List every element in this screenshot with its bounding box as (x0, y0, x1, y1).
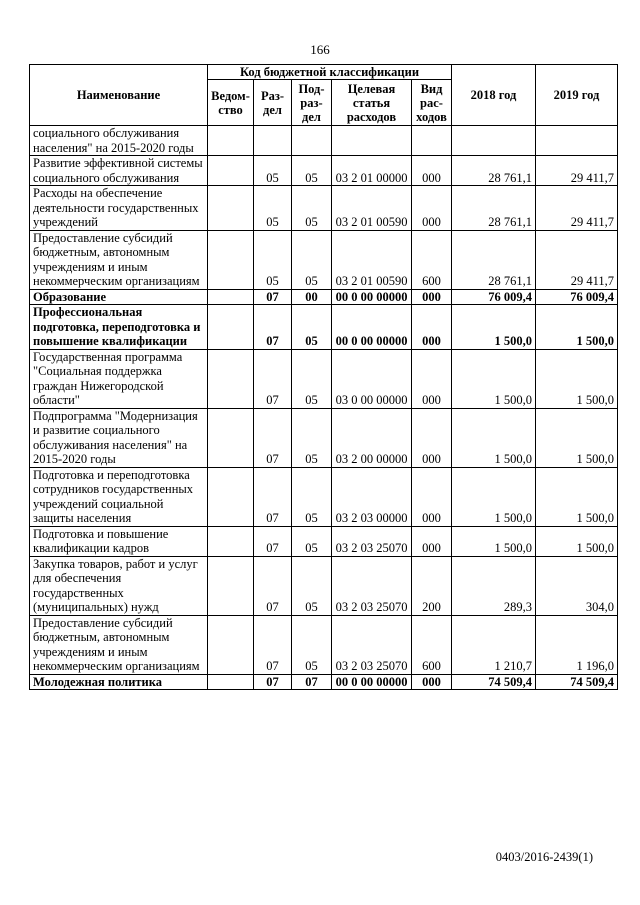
cell-2019: 1 196,0 (536, 615, 618, 674)
cell-vedomstvo (208, 230, 254, 289)
cell-vedomstvo (208, 615, 254, 674)
cell-expense-type: 000 (412, 408, 452, 467)
header-2018: 2018 год (452, 65, 536, 126)
cell-expense-type (412, 126, 452, 156)
cell-razdel: 07 (254, 305, 292, 350)
table-row (30, 526, 618, 556)
header-vedomstvo: Ведом-ство (208, 80, 254, 126)
cell-vedomstvo (208, 126, 254, 156)
cell-name: Закупка товаров, работ и услуг для обеспечения государственных (муниципальных) нужд (30, 556, 208, 615)
cell-expense-type: 000 (412, 289, 452, 305)
cell-target-article: 03 2 03 00000 (332, 467, 412, 526)
cell-vedomstvo (208, 186, 254, 231)
cell-podrazdel: 07 (292, 674, 332, 690)
cell-podrazdel: 05 (292, 349, 332, 408)
cell-2019: 1 500,0 (536, 408, 618, 467)
cell-razdel: 05 (254, 156, 292, 186)
header-expense-type: Вид рас-ходов (412, 80, 452, 126)
cell-vedomstvo (208, 156, 254, 186)
cell-expense-type: 000 (412, 674, 452, 690)
cell-vedomstvo (208, 408, 254, 467)
cell-2019: 29 411,7 (536, 186, 618, 231)
cell-expense-type: 000 (412, 467, 452, 526)
cell-razdel: 07 (254, 467, 292, 526)
header-podrazdel: Под-раз-дел (292, 80, 332, 126)
table-row (30, 467, 618, 526)
table-row (30, 305, 618, 350)
table-row (30, 230, 618, 289)
header-target-article: Целевая статья расходов (332, 80, 412, 126)
cell-podrazdel: 05 (292, 156, 332, 186)
cell-vedomstvo (208, 467, 254, 526)
cell-razdel: 05 (254, 230, 292, 289)
table-row (30, 289, 618, 305)
cell-2019: 1 500,0 (536, 526, 618, 556)
cell-podrazdel: 00 (292, 289, 332, 305)
table-row (30, 556, 618, 615)
cell-expense-type: 000 (412, 186, 452, 231)
table-row (30, 674, 618, 690)
cell-name: Образование (30, 289, 208, 305)
cell-name: Предоставление субсидий бюджетным, автономным учреждениям и иным некоммерческим организациям (30, 230, 208, 289)
cell-2019: 1 500,0 (536, 349, 618, 408)
cell-2018: 1 500,0 (452, 467, 536, 526)
budget-table (29, 64, 618, 690)
cell-expense-type: 000 (412, 349, 452, 408)
cell-expense-type: 200 (412, 556, 452, 615)
cell-2019: 304,0 (536, 556, 618, 615)
cell-name: Молодежная политика (30, 674, 208, 690)
table-row (30, 408, 618, 467)
cell-razdel: 07 (254, 349, 292, 408)
cell-target-article: 03 2 03 25070 (332, 526, 412, 556)
cell-2019: 29 411,7 (536, 230, 618, 289)
cell-2019 (536, 126, 618, 156)
cell-target-article (332, 126, 412, 156)
cell-razdel: 07 (254, 615, 292, 674)
cell-2019: 29 411,7 (536, 156, 618, 186)
cell-podrazdel (292, 126, 332, 156)
cell-name: Развитие эффективной системы социального обслуживания (30, 156, 208, 186)
table-row (30, 186, 618, 231)
cell-razdel: 07 (254, 526, 292, 556)
cell-name: Расходы на обеспечение деятельности государственных учреждений (30, 186, 208, 231)
cell-2018: 289,3 (452, 556, 536, 615)
cell-2018: 28 761,1 (452, 230, 536, 289)
cell-podrazdel: 05 (292, 230, 332, 289)
cell-name: Подпрограмма "Модернизация и развитие социального обслуживания населения" на 2015-2020 годы (30, 408, 208, 467)
header-2019: 2019 год (536, 65, 618, 126)
cell-2019: 76 009,4 (536, 289, 618, 305)
cell-2018: 28 761,1 (452, 156, 536, 186)
cell-target-article: 00 0 00 00000 (332, 289, 412, 305)
cell-target-article: 03 2 03 25070 (332, 615, 412, 674)
cell-vedomstvo (208, 289, 254, 305)
cell-podrazdel: 05 (292, 408, 332, 467)
cell-expense-type: 600 (412, 230, 452, 289)
cell-razdel: 07 (254, 556, 292, 615)
cell-target-article: 03 2 00 00000 (332, 408, 412, 467)
cell-target-article: 03 2 03 25070 (332, 556, 412, 615)
cell-expense-type: 600 (412, 615, 452, 674)
cell-razdel: 05 (254, 186, 292, 231)
cell-podrazdel: 05 (292, 467, 332, 526)
cell-2018: 1 210,7 (452, 615, 536, 674)
cell-podrazdel: 05 (292, 186, 332, 231)
cell-2018: 28 761,1 (452, 186, 536, 231)
cell-name: Подготовка и переподготовка сотрудников государственных учреждений социальной защиты населения (30, 467, 208, 526)
cell-target-article: 03 0 00 00000 (332, 349, 412, 408)
cell-2018 (452, 126, 536, 156)
cell-2019: 1 500,0 (536, 467, 618, 526)
cell-vedomstvo (208, 674, 254, 690)
cell-podrazdel: 05 (292, 305, 332, 350)
cell-name: Подготовка и повышение квалификации кадров (30, 526, 208, 556)
cell-2018: 1 500,0 (452, 526, 536, 556)
header-name: Наименование (30, 65, 208, 126)
cell-2018: 74 509,4 (452, 674, 536, 690)
cell-podrazdel: 05 (292, 615, 332, 674)
header-razdel: Раз-дел (254, 80, 292, 126)
cell-target-article: 03 2 01 00590 (332, 186, 412, 231)
cell-podrazdel: 05 (292, 556, 332, 615)
cell-expense-type: 000 (412, 156, 452, 186)
table-body (30, 126, 618, 690)
cell-razdel: 07 (254, 289, 292, 305)
cell-podrazdel: 05 (292, 526, 332, 556)
cell-expense-type: 000 (412, 526, 452, 556)
cell-2018: 1 500,0 (452, 349, 536, 408)
cell-target-article: 03 2 01 00000 (332, 156, 412, 186)
table-row (30, 156, 618, 186)
cell-name: Предоставление субсидий бюджетным, автономным учреждениям и иным некоммерческим организациям (30, 615, 208, 674)
cell-target-article: 00 0 00 00000 (332, 674, 412, 690)
cell-razdel: 07 (254, 674, 292, 690)
cell-2018: 1 500,0 (452, 408, 536, 467)
page-number: 166 (310, 42, 330, 57)
cell-2019: 1 500,0 (536, 305, 618, 350)
table-row (30, 615, 618, 674)
cell-name: социального обслуживания населения" на 2015-2020 годы (30, 126, 208, 156)
cell-2019: 74 509,4 (536, 674, 618, 690)
cell-vedomstvo (208, 349, 254, 408)
cell-2018: 1 500,0 (452, 305, 536, 350)
table-row (30, 126, 618, 156)
cell-vedomstvo (208, 526, 254, 556)
cell-target-article: 03 2 01 00590 (332, 230, 412, 289)
cell-vedomstvo (208, 556, 254, 615)
cell-target-article: 00 0 00 00000 (332, 305, 412, 350)
cell-vedomstvo (208, 305, 254, 350)
header-classification-code: Код бюджетной классификации (208, 65, 452, 80)
cell-expense-type: 000 (412, 305, 452, 350)
cell-2018: 76 009,4 (452, 289, 536, 305)
document-code: 0403/2016-2439(1) (495, 850, 593, 864)
cell-razdel: 07 (254, 408, 292, 467)
cell-name: Государственная программа "Социальная поддержка граждан Нижегородской области" (30, 349, 208, 408)
table-row (30, 349, 618, 408)
cell-name: Профессиональная подготовка, переподготовка и повышение квалификации (30, 305, 208, 350)
cell-razdel (254, 126, 292, 156)
